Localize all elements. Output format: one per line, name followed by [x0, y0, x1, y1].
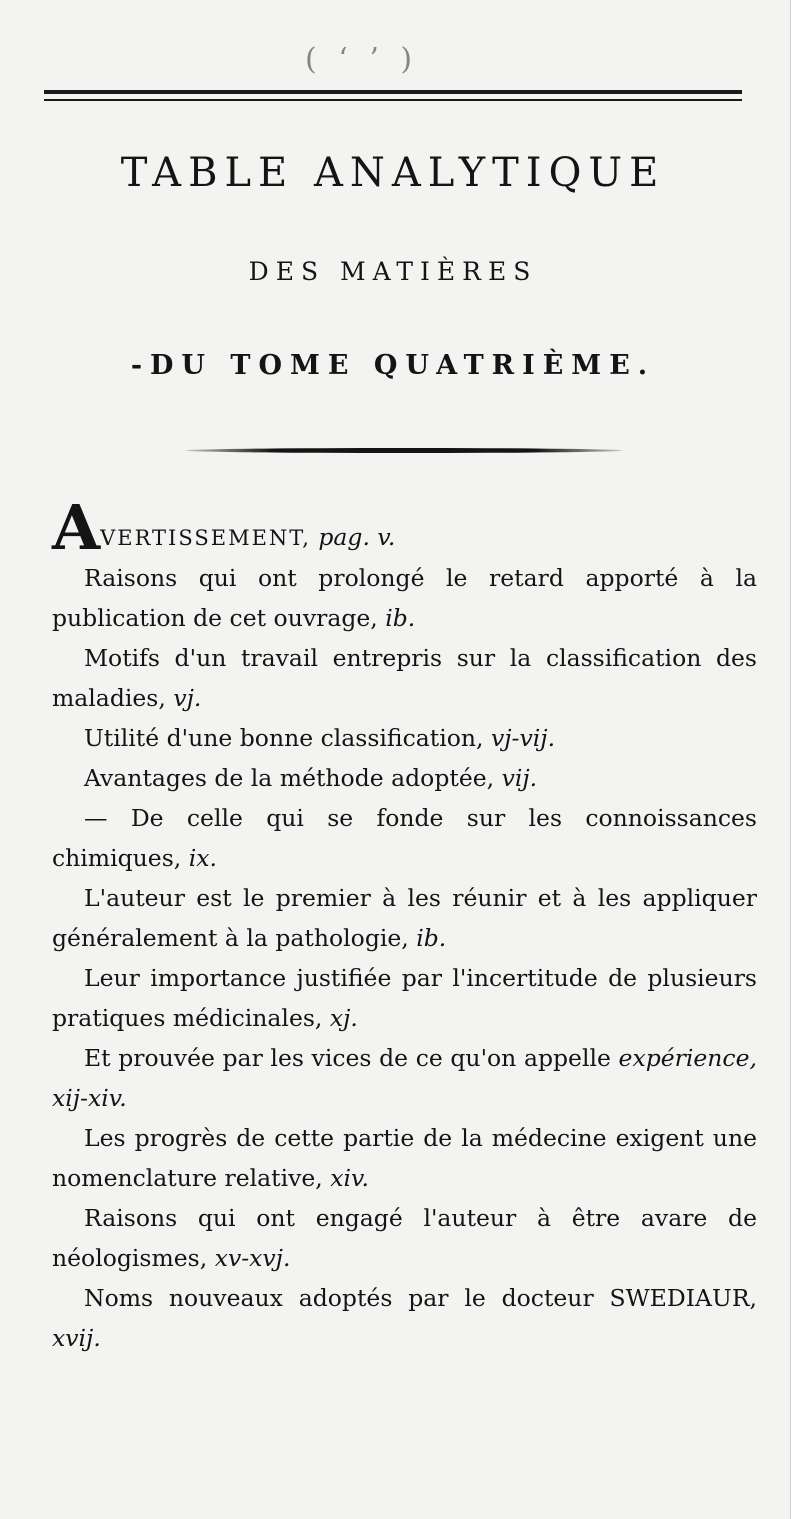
toc-entry: [52, 878, 757, 958]
top-rule-thin: [44, 99, 742, 101]
entry-text: L'auteur est le premier à les réunir et à les appliquer généralement à la pathologie,: [52, 884, 757, 952]
toc-entry: [52, 1038, 757, 1118]
table-of-contents: [52, 491, 757, 1358]
entry-ref: vj.: [173, 684, 202, 712]
entry-ref: ix.: [188, 844, 217, 872]
toc-entry: [52, 638, 757, 718]
drop-cap: A: [52, 491, 101, 564]
entry-text: Noms nouveaux adoptés par le docteur SWEDIAUR,: [84, 1284, 757, 1312]
entry-ref: xv-xvj.: [214, 1244, 291, 1272]
toc-entry: [52, 958, 757, 1038]
toc-entry: [52, 798, 757, 878]
entry-text: Les progrès de cette partie de la médecine exigent une nomenclature relative,: [52, 1124, 757, 1192]
entry-ref: ib.: [385, 604, 416, 632]
entry-text: Avantages de la méthode adoptée,: [84, 764, 495, 792]
page-number-mark: ( ‘ ’ ): [305, 42, 419, 77]
volume-heading: -DU TOME QUATRIÈME.: [130, 350, 656, 381]
entry-text: — De celle qui se fonde sur les connoissances chimiques,: [52, 804, 757, 872]
entry-text: VERTISSEMENT,: [100, 526, 311, 550]
toc-entry: [52, 1278, 757, 1358]
toc-entry: [52, 1118, 757, 1198]
entry-text: Utilité d'une bonne classification,: [84, 724, 484, 752]
entry-ref: xvij.: [52, 1324, 101, 1352]
page-subtitle: DES MATIÈRES: [248, 257, 538, 286]
entry-text: Motifs d'un travail entrepris sur la classification des maladies,: [52, 644, 757, 712]
entry-ref: ib.: [416, 924, 447, 952]
entry-ref: xj.: [329, 1004, 358, 1032]
ornamental-rule: [185, 448, 623, 453]
entry-text: Raisons qui ont prolongé le retard apporté à la publication de cet ouvrage,: [52, 564, 757, 632]
toc-entry: [52, 558, 757, 638]
entry-ref: pag. v.: [318, 523, 396, 551]
page-title: TABLE ANALYTIQUE: [120, 150, 666, 196]
top-rule-thick: [44, 90, 742, 94]
entry-text: Et prouvée par les vices de ce qu'on appelle: [84, 1044, 611, 1072]
entry-ref: vij.: [501, 764, 538, 792]
entry-ref: vj-vij.: [490, 724, 556, 752]
toc-entry: [52, 1198, 757, 1278]
entry-text: Leur importance justifiée par l'incertitude de plusieurs pratiques médicinales,: [52, 964, 757, 1032]
toc-entry: [52, 718, 757, 758]
entry-ref: expérience, xij-xiv.: [52, 1044, 757, 1112]
entry-ref: xiv.: [330, 1164, 369, 1192]
toc-entry: [52, 758, 757, 798]
toc-entry: [52, 491, 757, 564]
entry-text: Raisons qui ont engagé l'auteur à être avare de néologismes,: [52, 1204, 757, 1272]
